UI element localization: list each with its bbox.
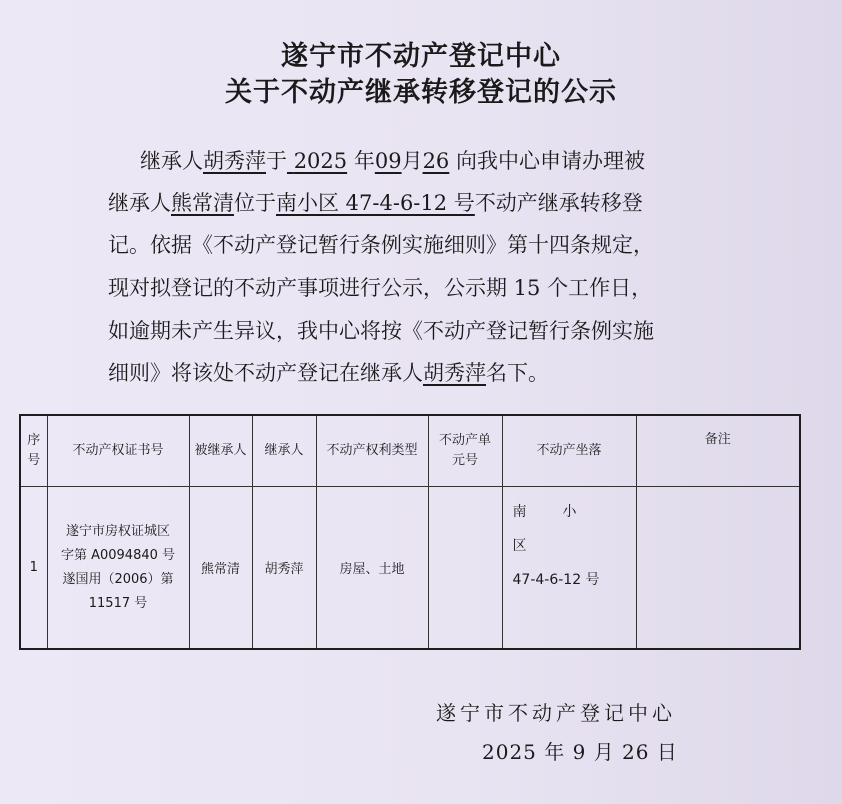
title-line-1: 遂宁市不动产登记中心 (281, 41, 561, 72)
apply-day: 26 (422, 149, 450, 173)
text: 继承人 (140, 149, 203, 173)
registration-table (19, 414, 801, 650)
paragraph-line-3: 记。依据《不动产登记暂行条例实施细则》第十四条规定， (108, 233, 654, 257)
text: 不动产继承转移登 (474, 191, 643, 215)
heir-name: 胡秀萍 (423, 361, 486, 385)
paragraph-line-1 (140, 145, 645, 175)
cell-location: 南小区 47-4-6-12 号 (502, 487, 636, 650)
paragraph-line-5: 如逾期未产生异议，我中心将按《不动产登记暂行条例实施 (108, 319, 654, 343)
property-location: 南小区 47-4-6-12 号 (276, 191, 475, 215)
text: 位于 (234, 191, 276, 215)
cell-unit (428, 487, 502, 650)
paragraph-line-6 (108, 357, 549, 387)
signature-org: 遂宁市不动产登记中心 (436, 701, 676, 725)
text: 名下。 (486, 361, 549, 385)
table-header-row (20, 415, 800, 487)
text: 于 (266, 149, 287, 173)
cell-decedent: 熊常清 (189, 487, 252, 650)
apply-year: 2025 (293, 149, 348, 173)
header-note: 备注 (636, 415, 800, 487)
header-seq: 序 号 (20, 415, 47, 487)
apply-month: 09 (374, 149, 402, 173)
heir-name: 胡秀萍 (203, 149, 266, 173)
cell-heir: 胡秀萍 (252, 487, 316, 650)
cell-note (636, 487, 800, 650)
header-location: 不动产坐落 (502, 415, 636, 487)
header-cert: 不动产权证书号 (47, 415, 189, 487)
signature-date: 2025 年 9 月 26 日 (482, 740, 678, 764)
text: 向我中心申请办理被 (455, 149, 645, 173)
decedent-name: 熊常清 (171, 191, 234, 215)
table-row (20, 487, 800, 650)
text: 年 (353, 149, 375, 173)
header-unit: 不动产单 元号 (428, 415, 502, 487)
text: 细则》将该处不动产登记在继承人 (108, 361, 423, 385)
header-decedent: 被继承人 (189, 415, 252, 487)
cell-right-type: 房屋、土地 (316, 487, 428, 650)
text: 月 (401, 149, 423, 173)
header-right-type: 不动产权利类型 (316, 415, 428, 487)
title-line-2: 关于不动产继承转移登记的公示 (225, 77, 617, 108)
text: 继承人 (108, 191, 171, 215)
cell-seq: 1 (20, 487, 47, 650)
cell-cert: 遂宁市房权证城区 字第 A0094840 号 遂国用（2006）第 11517 号 (47, 487, 189, 650)
paragraph-line-4: 现对拟登记的不动产事项进行公示，公示期 15 个工作日， (108, 276, 653, 300)
header-heir: 继承人 (252, 415, 316, 487)
paragraph-line-2 (108, 187, 643, 217)
